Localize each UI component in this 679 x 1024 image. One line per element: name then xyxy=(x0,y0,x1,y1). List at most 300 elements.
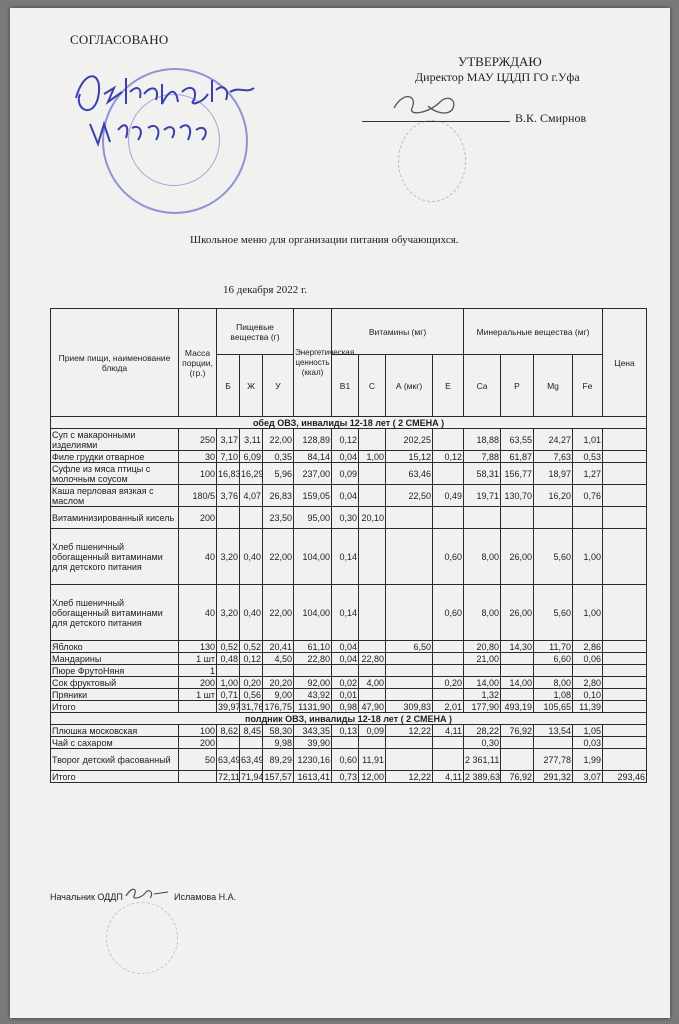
cell-b: 7,10 xyxy=(217,451,240,463)
table-row xyxy=(51,653,647,665)
cell-e: 4,11 xyxy=(433,771,464,783)
cell-kcal xyxy=(294,665,332,677)
cell-u: 20,20 xyxy=(263,677,294,689)
cell-mass: 100 xyxy=(179,725,217,737)
cell-a: 12,22 xyxy=(386,725,433,737)
cell-a xyxy=(386,665,433,677)
cell-zh: 4,07 xyxy=(240,485,263,507)
cell-ca: 18,88 xyxy=(464,429,501,451)
cell-a xyxy=(386,653,433,665)
cell-b: 0,48 xyxy=(217,653,240,665)
cell-ca: 8,00 xyxy=(464,585,501,641)
cell-price xyxy=(603,725,647,737)
cell-p xyxy=(501,689,534,701)
cell-c: 12,00 xyxy=(359,771,386,783)
cell-c: 1,00 xyxy=(359,451,386,463)
cell-zh: 63,49 xyxy=(240,749,263,771)
cell-mass: 40 xyxy=(179,529,217,585)
cell-mass: 40 xyxy=(179,585,217,641)
cell-p: 61,87 xyxy=(501,451,534,463)
cell-c xyxy=(359,529,386,585)
section-header xyxy=(51,713,647,725)
cell-mg: 6,60 xyxy=(534,653,573,665)
cell-kcal: 1131,90 xyxy=(294,701,332,713)
cell-name: Каша перловая вязкая с маслом xyxy=(51,485,179,507)
cell-u: 26,83 xyxy=(263,485,294,507)
cell-name: Филе грудки отварное xyxy=(51,451,179,463)
table-row xyxy=(51,677,647,689)
cell-mass: 1 xyxy=(179,665,217,677)
cell-fe: 0,03 xyxy=(573,737,603,749)
cell-e: 0,60 xyxy=(433,529,464,585)
cell-e xyxy=(433,653,464,665)
cell-name: Яблоко xyxy=(51,641,179,653)
cell-mass: 1 шт xyxy=(179,653,217,665)
table-row xyxy=(51,585,647,641)
cell-p: 76,92 xyxy=(501,771,534,783)
cell-mg: 13,54 xyxy=(534,725,573,737)
cell-price xyxy=(603,485,647,507)
menu-date: 16 декабря 2022 г. xyxy=(223,284,307,296)
cell-u: 4,50 xyxy=(263,653,294,665)
cell-c xyxy=(359,429,386,451)
header-price: Цена xyxy=(603,309,647,417)
cell-zh xyxy=(240,665,263,677)
cell-kcal: 61,10 xyxy=(294,641,332,653)
cell-b: 16,83 xyxy=(217,463,240,485)
cell-mg xyxy=(534,507,573,529)
cell-ca xyxy=(464,507,501,529)
header-u: У xyxy=(263,355,294,417)
cell-b: 0,71 xyxy=(217,689,240,701)
cell-b1: 0,04 xyxy=(332,451,359,463)
cell-b: 8,62 xyxy=(217,725,240,737)
cell-u: 9,00 xyxy=(263,689,294,701)
cell-c: 22,80 xyxy=(359,653,386,665)
table-row xyxy=(51,429,647,451)
cell-b: 3,17 xyxy=(217,429,240,451)
cell-mg: 11,70 xyxy=(534,641,573,653)
cell-kcal: 237,00 xyxy=(294,463,332,485)
cell-ca xyxy=(464,665,501,677)
cell-e: 4,11 xyxy=(433,725,464,737)
cell-c: 0,09 xyxy=(359,725,386,737)
table-row xyxy=(51,451,647,463)
cell-b1: 0,98 xyxy=(332,701,359,713)
header-zh: Ж xyxy=(240,355,263,417)
cell-name: Суп с макаронными изделиями xyxy=(51,429,179,451)
cell-fe: 1,05 xyxy=(573,725,603,737)
cell-kcal: 1230,16 xyxy=(294,749,332,771)
cell-b xyxy=(217,737,240,749)
cell-b1: 0,01 xyxy=(332,689,359,701)
cell-kcal: 84,14 xyxy=(294,451,332,463)
cell-name: Творог детский фасованный xyxy=(51,749,179,771)
cell-b1: 0,14 xyxy=(332,529,359,585)
cell-kcal: 104,00 xyxy=(294,585,332,641)
cell-u: 5,96 xyxy=(263,463,294,485)
cell-u xyxy=(263,665,294,677)
faint-stamp-bottom xyxy=(106,902,178,974)
cell-b1 xyxy=(332,665,359,677)
cell-e: 0,60 xyxy=(433,585,464,641)
header-ca: Ca xyxy=(464,355,501,417)
cell-p: 156,77 xyxy=(501,463,534,485)
cell-kcal: 92,00 xyxy=(294,677,332,689)
header-c: C xyxy=(359,355,386,417)
cell-kcal: 159,05 xyxy=(294,485,332,507)
cell-name: Суфле из мяса птицы с молочным соусом xyxy=(51,463,179,485)
cell-mg xyxy=(534,737,573,749)
cell-a xyxy=(386,585,433,641)
cell-a xyxy=(386,529,433,585)
director-signature xyxy=(388,86,468,120)
menu-table xyxy=(50,308,647,783)
cell-zh: 0,20 xyxy=(240,677,263,689)
cell-zh: 16,29 xyxy=(240,463,263,485)
header-b: Б xyxy=(217,355,240,417)
handwritten-signature-agreed xyxy=(70,58,260,148)
cell-e xyxy=(433,665,464,677)
cell-mg: 8,00 xyxy=(534,677,573,689)
cell-kcal: 39,90 xyxy=(294,737,332,749)
cell-ca: 8,00 xyxy=(464,529,501,585)
cell-name: Плюшка московская xyxy=(51,725,179,737)
table-row xyxy=(51,749,647,771)
cell-a: 63,46 xyxy=(386,463,433,485)
header-nutrients: Пищевые вещества (г) xyxy=(217,309,294,355)
cell-a: 15,12 xyxy=(386,451,433,463)
cell-a xyxy=(386,749,433,771)
director-title: Директор МАУ ЦДДП ГО г.Уфа xyxy=(415,70,580,84)
table-row xyxy=(51,529,647,585)
cell-c xyxy=(359,641,386,653)
cell-b: 1,00 xyxy=(217,677,240,689)
cell-mg: 7,63 xyxy=(534,451,573,463)
cell-ca: 14,00 xyxy=(464,677,501,689)
cell-e: 0,49 xyxy=(433,485,464,507)
cell-b1: 0,60 xyxy=(332,749,359,771)
header-p: P xyxy=(501,355,534,417)
cell-ca: 20,80 xyxy=(464,641,501,653)
cell-p: 493,19 xyxy=(501,701,534,713)
cell-price xyxy=(603,677,647,689)
header-energy: Энергетическая ценность (ккал) xyxy=(294,309,332,417)
table-row xyxy=(51,485,647,507)
cell-e: 2,01 xyxy=(433,701,464,713)
cell-e xyxy=(433,689,464,701)
cell-mg: 18,97 xyxy=(534,463,573,485)
cell-b1: 0,12 xyxy=(332,429,359,451)
cell-ca: 7,88 xyxy=(464,451,501,463)
cell-a: 6,50 xyxy=(386,641,433,653)
cell-p: 14,00 xyxy=(501,677,534,689)
cell-c xyxy=(359,485,386,507)
cell-ca: 19,71 xyxy=(464,485,501,507)
cell-price xyxy=(603,641,647,653)
cell-e: 0,12 xyxy=(433,451,464,463)
cell-c: 11,91 xyxy=(359,749,386,771)
cell-mass: 180/5 xyxy=(179,485,217,507)
cell-b: 39,97 xyxy=(218,701,241,712)
cell-b1: 0,04 xyxy=(332,485,359,507)
table-row xyxy=(51,689,647,701)
cell-zh: 6,09 xyxy=(240,451,263,463)
cell-e: 0,20 xyxy=(433,677,464,689)
cell-mass: 200 xyxy=(179,507,217,529)
cell-zh: 8,45 xyxy=(240,725,263,737)
cell-a xyxy=(386,689,433,701)
cell-b1: 0,09 xyxy=(332,463,359,485)
cell-price xyxy=(603,689,647,701)
table-row xyxy=(51,507,647,529)
cell-a xyxy=(386,677,433,689)
cell-a xyxy=(386,737,433,749)
header-name: Прием пищи, наименование блюда xyxy=(51,309,179,417)
cell-b xyxy=(217,665,240,677)
cell-e xyxy=(433,749,464,771)
header-b1: B1 xyxy=(332,355,359,417)
cell-name: Чай с сахаром xyxy=(51,737,179,749)
cell-mg: 24,27 xyxy=(534,429,573,451)
cell-a: 202,25 xyxy=(386,429,433,451)
cell-p: 130,70 xyxy=(501,485,534,507)
cell-zh: 0,40 xyxy=(240,585,263,641)
cell-b xyxy=(217,507,240,529)
document-page xyxy=(10,8,670,1018)
cell-ca: 58,31 xyxy=(464,463,501,485)
cell-fe: 2,80 xyxy=(573,677,603,689)
cell-e xyxy=(433,507,464,529)
cell-ca: 2 361,11 xyxy=(464,749,501,771)
agreed-label: СОГЛАСОВАНО xyxy=(70,32,169,47)
cell-fe: 1,99 xyxy=(573,749,603,771)
header-minerals: Минеральные вещества (мг) xyxy=(464,309,603,355)
cell-b1: 0,02 xyxy=(332,677,359,689)
cell-fe: 0,10 xyxy=(573,689,603,701)
cell-mass: 1 шт xyxy=(179,689,217,701)
faint-stamp xyxy=(398,120,466,202)
cell-p: 14,30 xyxy=(501,641,534,653)
cell-b: 3,20 xyxy=(217,585,240,641)
cell-zh: 31,76 xyxy=(241,701,264,712)
cell-c xyxy=(359,737,386,749)
cell-p: 26,00 xyxy=(501,529,534,585)
cell-b1 xyxy=(332,737,359,749)
cell-kcal: 128,89 xyxy=(294,429,332,451)
cell-b1: 0,13 xyxy=(332,725,359,737)
cell-u: 176,75 xyxy=(264,701,292,712)
cell-u: 58,30 xyxy=(263,725,294,737)
cell-a: 12,22 xyxy=(386,771,433,783)
cell-mass: 130 xyxy=(179,641,217,653)
cell-name: Пряники xyxy=(51,689,179,701)
cell-mass: 50 xyxy=(179,749,217,771)
cell-b1: 0,73 xyxy=(332,771,359,783)
cell-p xyxy=(501,749,534,771)
cell-name: Мандарины xyxy=(51,653,179,665)
cell-name: Сок фруктовый xyxy=(51,677,179,689)
cell-fe: 1,00 xyxy=(573,585,603,641)
cell-c: 4,00 xyxy=(359,677,386,689)
header-fe: Fe xyxy=(573,355,603,417)
approve-label: УТВЕРЖДАЮ xyxy=(458,54,542,69)
cell-zh xyxy=(240,507,263,529)
table-row xyxy=(51,771,647,783)
cell-mass: 200 xyxy=(179,677,217,689)
cell-name: Итого xyxy=(51,701,179,713)
cell-b: 0,52 xyxy=(217,641,240,653)
cell-kcal: 343,35 xyxy=(294,725,332,737)
cell-p: 26,00 xyxy=(501,585,534,641)
table-row xyxy=(51,725,647,737)
cell-fe xyxy=(573,507,603,529)
header-mg: Mg xyxy=(534,355,573,417)
cell-p xyxy=(501,665,534,677)
cell-name: Хлеб пшеничный обогащенный витаминами для детского питания xyxy=(51,529,179,585)
cell-mg: 105,65 xyxy=(534,701,573,713)
cell-ca: 1,32 xyxy=(464,689,501,701)
section-header xyxy=(51,417,647,429)
cell-mg: 1,08 xyxy=(534,689,573,701)
cell-c xyxy=(359,585,386,641)
cell-mg: 291,32 xyxy=(534,771,573,783)
cell-p xyxy=(501,653,534,665)
cell-ca: 28,22 xyxy=(464,725,501,737)
footer-signature xyxy=(124,884,170,902)
cell-b: 3,76 xyxy=(217,485,240,507)
cell-price xyxy=(603,701,647,713)
cell-ca: 21,00 xyxy=(464,653,501,665)
cell-c: 20,10 xyxy=(359,507,386,529)
cell-c xyxy=(359,463,386,485)
cell-mg: 5,60 xyxy=(534,529,573,585)
cell-c xyxy=(359,665,386,677)
header-e: E xyxy=(433,355,464,417)
section-title: обед ОВЗ, инвалиды 12-18 лет ( 2 СМЕНА ) xyxy=(51,417,647,429)
cell-price xyxy=(603,653,647,665)
cell-ca: 2 389,63 xyxy=(465,771,501,782)
cell-mass: 200 xyxy=(179,737,217,749)
menu-title: Школьное меню для организации питания обучающихся. xyxy=(190,234,459,246)
cell-zh: 0,12 xyxy=(240,653,263,665)
cell-fe: 0,76 xyxy=(573,485,603,507)
cell-u: 22,00 xyxy=(263,429,294,451)
cell-b: 3,20 xyxy=(217,529,240,585)
cell-zh xyxy=(240,737,263,749)
cell-b: 72,11 xyxy=(218,771,240,782)
cell-mg: 5,60 xyxy=(534,585,573,641)
cell-mass xyxy=(179,701,217,713)
cell-b1: 0,14 xyxy=(332,585,359,641)
cell-zh: 0,56 xyxy=(240,689,263,701)
cell-u: 0,35 xyxy=(263,451,294,463)
cell-price xyxy=(603,463,647,485)
cell-ca: 0,30 xyxy=(464,737,501,749)
cell-fe: 2,86 xyxy=(573,641,603,653)
cell-price xyxy=(603,451,647,463)
cell-zh: 3,11 xyxy=(240,429,263,451)
director-name: В.К. Смирнов xyxy=(515,111,587,125)
cell-c: 47,90 xyxy=(359,701,386,713)
cell-mg: 277,78 xyxy=(534,749,573,771)
cell-u: 157,57 xyxy=(264,771,292,782)
cell-mg: 16,20 xyxy=(534,485,573,507)
cell-b1: 0,04 xyxy=(332,653,359,665)
cell-zh: 71,94 xyxy=(241,771,264,782)
cell-e xyxy=(433,429,464,451)
cell-b: 63,49 xyxy=(217,749,240,771)
table-row xyxy=(51,641,647,653)
cell-kcal: 95,00 xyxy=(294,507,332,529)
cell-p: 63,55 xyxy=(501,429,534,451)
table-row xyxy=(51,665,647,677)
cell-fe: 0,06 xyxy=(573,653,603,665)
cell-mass: 100 xyxy=(179,463,217,485)
cell-ca: 177,90 xyxy=(464,701,501,713)
cell-c xyxy=(359,689,386,701)
cell-u: 20,41 xyxy=(263,641,294,653)
header-mass: Масса порции, (гр.) xyxy=(179,309,217,417)
cell-zh: 0,40 xyxy=(240,529,263,585)
cell-mass: 250 xyxy=(179,429,217,451)
header-a: А (мкг) xyxy=(386,355,433,417)
cell-fe: 1,00 xyxy=(573,529,603,585)
cell-name: Итого xyxy=(51,771,179,783)
cell-u: 23,50 xyxy=(263,507,294,529)
cell-e xyxy=(433,737,464,749)
cell-fe: 3,07 xyxy=(573,771,603,783)
cell-mass xyxy=(179,771,217,783)
cell-name: Хлеб пшеничный обогащенный витаминами для детского питания xyxy=(51,585,179,641)
cell-mass: 30 xyxy=(179,451,217,463)
cell-price xyxy=(603,429,647,451)
cell-fe xyxy=(573,665,603,677)
cell-zh: 0,52 xyxy=(240,641,263,653)
cell-a: 22,50 xyxy=(386,485,433,507)
cell-price xyxy=(603,585,647,641)
table-row xyxy=(51,701,647,713)
cell-price xyxy=(603,529,647,585)
cell-name: Витаминизированный кисель xyxy=(51,507,179,529)
header-vitamins: Витамины (мг) xyxy=(332,309,464,355)
cell-p: 76,92 xyxy=(501,725,534,737)
cell-a: 309,83 xyxy=(386,701,433,713)
cell-mg xyxy=(534,665,573,677)
cell-u: 22,00 xyxy=(263,585,294,641)
footer-position: Начальник ОДДП xyxy=(50,892,123,902)
table-row xyxy=(51,463,647,485)
cell-u: 9,98 xyxy=(263,737,294,749)
section-title: полдник ОВЗ, инвалиды 12-18 лет ( 2 СМЕНА ) xyxy=(51,713,647,725)
cell-price xyxy=(603,737,647,749)
cell-kcal: 22,80 xyxy=(294,653,332,665)
cell-p xyxy=(501,507,534,529)
cell-fe: 1,01 xyxy=(573,429,603,451)
cell-kcal: 1613,41 xyxy=(294,771,332,783)
cell-name: Пюре ФрутоНяня xyxy=(51,665,179,677)
cell-fe: 1,27 xyxy=(573,463,603,485)
cell-e xyxy=(433,641,464,653)
cell-b1: 0,30 xyxy=(332,507,359,529)
menu-table-body xyxy=(51,417,647,783)
cell-u: 89,29 xyxy=(263,749,294,771)
table-row xyxy=(51,737,647,749)
cell-price xyxy=(603,665,647,677)
footer-name: Исламова Н.А. xyxy=(174,892,237,902)
cell-b1: 0,04 xyxy=(332,641,359,653)
cell-u: 22,00 xyxy=(263,529,294,585)
